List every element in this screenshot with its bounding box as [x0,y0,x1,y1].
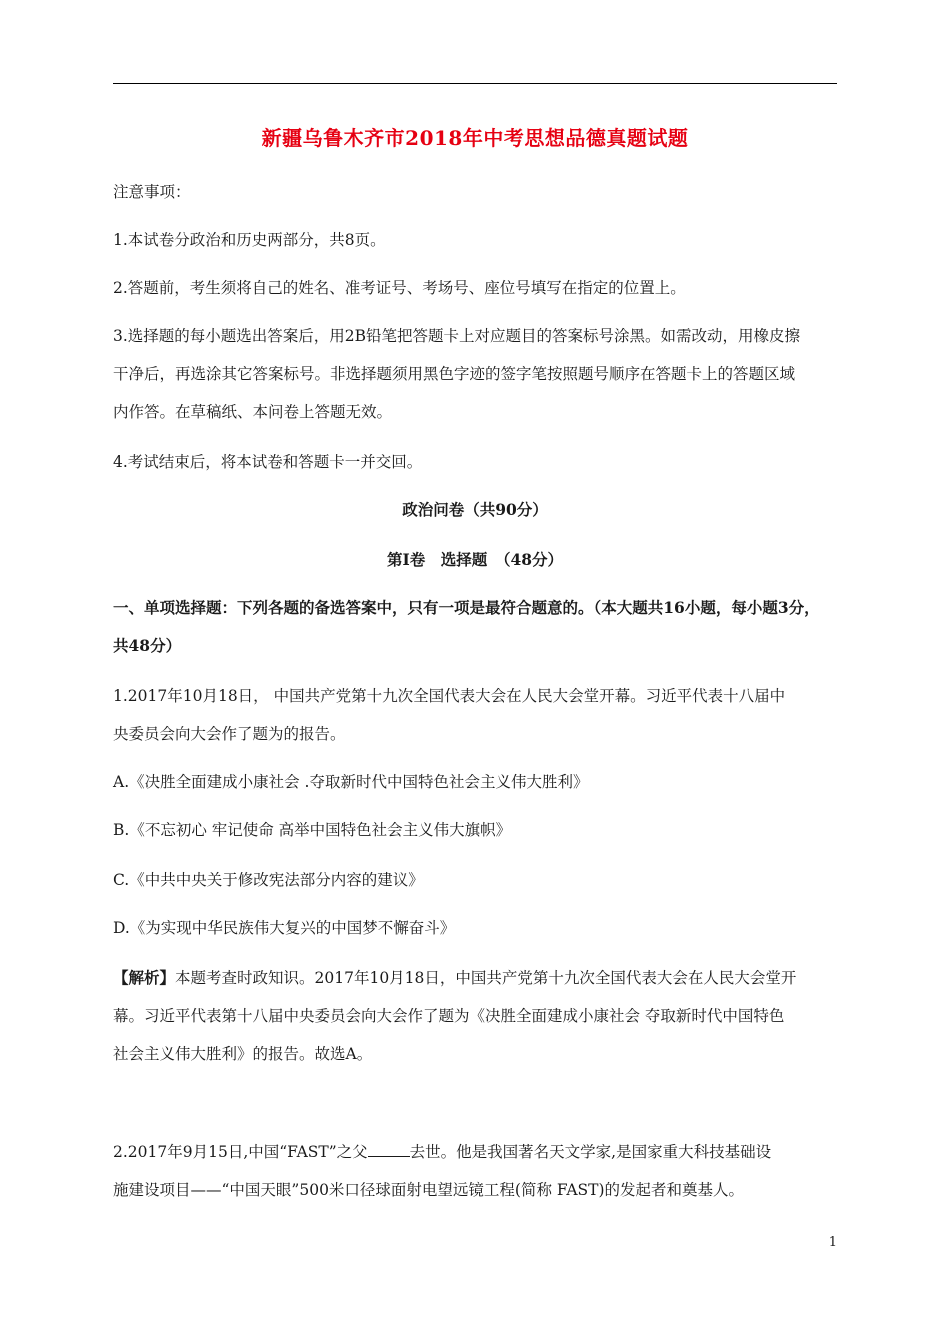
notice-item: 4.考试结束后，将本试卷和答题卡一并交回。 [113,453,423,471]
exam-title: 新疆乌鲁木齐市2018年中考思想品德真题试题 [261,126,689,150]
question-1-option-c: C.《中共中央关于修改宪法部分内容的建议》 [113,871,424,889]
notice-heading: 注意事项： [113,183,191,201]
analysis-label: 【解析】 [113,968,176,987]
question-2-stem [113,1142,839,1162]
notice-item: 1.本试卷分政治和历史两部分，共8页。 [113,231,386,249]
question-2-stem: 施建设项目——“中国天眼”500米口径球面射电望远镜工程(简称 FAST)的发起者和奠基人。 [113,1181,745,1199]
question-2-stem-end: 去世。他是我国著名天文学家,是国家重大科技基础设 [409,1143,772,1161]
question-1-analysis: 幕。习近平代表第十八届中央委员会向大会作了题为《决胜全面建成小康社会 夺取新时代中国特色 [113,1007,785,1025]
answer-blank [368,1142,410,1157]
question-1-option-a: A.《决胜全面建成小康社会 .夺取新时代中国特色社会主义伟大胜利》 [113,773,589,791]
part-title: 第Ⅰ卷 选择题 （48分） [386,550,564,569]
notice-item: 2.答题前，考生须将自己的姓名、准考证号、考场号、座位号填写在指定的位置上。 [113,279,686,297]
section-instructions: 共48分） [113,636,182,655]
question-1-option-d: D.《为实现中华民族伟大复兴的中国梦不懈奋斗》 [113,919,456,937]
analysis-text: 本题考查时政知识。2017年10月18日，中国共产党第十九次全国代表大会在人民大会堂开 [175,969,797,987]
question-2-stem-start: 2.2017年9月15日,中国“FAST”之父 [113,1143,368,1161]
question-1-stem: 央委员会向大会作了题为的报告。 [113,725,346,743]
section-title: 政治问卷（共90分） [402,500,548,519]
question-1-analysis [113,968,839,988]
header-rule [113,83,837,84]
section-instructions: 一、单项选择题：下列各题的备选答案中，只有一项是最符合题意的。（本大题共16小题，每小题3分， [113,598,820,617]
notice-item: 内作答。在草稿纸、本问卷上答题无效。 [113,403,393,421]
notice-item: 3.选择题的每小题选出答案后，用2B铅笔把答题卡上对应题目的答案标号涂黑。如需改动，用橡皮擦 [113,327,801,345]
question-1-analysis: 社会主义伟大胜利》的报告。故选A。 [113,1045,373,1063]
question-1-stem: 1.2017年10月18日， 中国共产党第十九次全国代表大会在人民大会堂开幕。习近平代表十八届中 [113,687,786,705]
page-number: 1 [828,1235,837,1250]
notice-item: 干净后，再选涂其它答案标号。非选择题须用黑色字迹的签字笔按照题号顺序在答题卡上的答题区域 [113,365,796,383]
question-1-option-b: B.《不忘初心 牢记使命 高举中国特色社会主义伟大旗帜》 [113,821,512,839]
